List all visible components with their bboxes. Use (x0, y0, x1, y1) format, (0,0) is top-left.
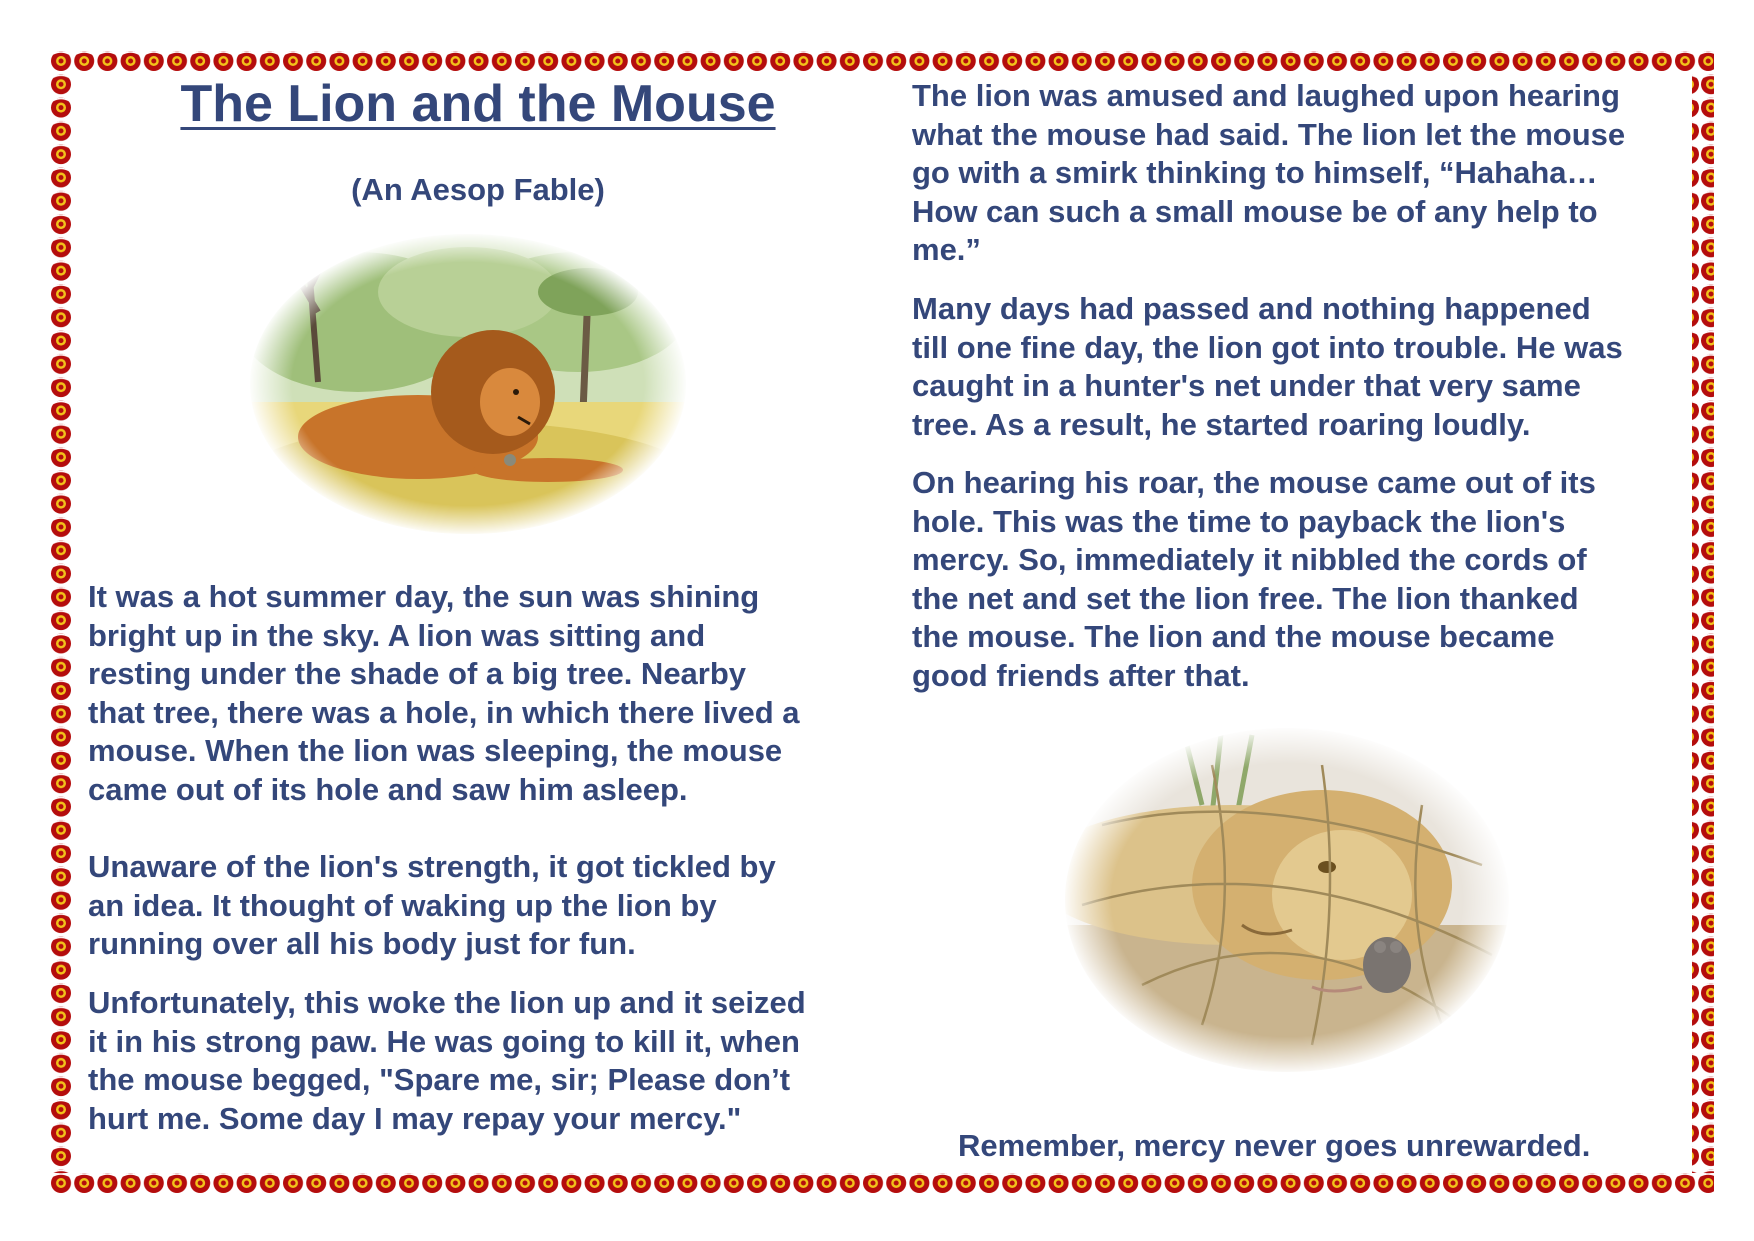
text-line: It was a hot summer day, the sun was shining (88, 579, 760, 614)
text-line: caught in a hunter's net under that very same (912, 368, 1581, 403)
text-line: an idea. It thought of waking up the lion by (88, 887, 717, 923)
text-line: resting under the shade of a big tree. Nearby (88, 656, 747, 691)
page-subtitle: (An Aesop Fable) (351, 172, 605, 207)
text-line: hole. This was the time to payback the lion's (912, 503, 1566, 539)
text-line: Many days had passed and nothing happened (912, 291, 1591, 326)
text-line: mouse. When the lion was sleeping, the mouse (88, 733, 783, 768)
text-line: till one fine day, the lion got into trouble. He was (912, 329, 1623, 365)
lion-resting-illustration (248, 232, 688, 537)
text-line: that tree, there was a hole, in which there lived a (88, 694, 800, 730)
text-line: tree. As a result, he started roaring loudly. (912, 406, 1531, 442)
text-line: came out of its hole and saw him asleep. (88, 771, 688, 807)
lion-in-net-illustration (1062, 725, 1512, 1075)
text-line: bright up in the sky. A lion was sitting and (88, 617, 706, 653)
text-line: me.” (912, 232, 981, 267)
story-paragraph-5 (912, 290, 1623, 444)
text-line: the net and set the lion free. The lion thanked (912, 580, 1579, 616)
text-line: mercy. So, immediately it nibbled the cords of (912, 542, 1587, 577)
text-line: hurt me. Some day I may repay your mercy." (88, 1100, 742, 1136)
story-paragraph-4 (912, 77, 1625, 270)
moral-text: Remember, mercy never goes unrewarded. (958, 1128, 1591, 1163)
story-paragraph-2 (88, 848, 776, 964)
story-paragraph-1 (88, 578, 800, 809)
text-line: good friends after that. (912, 657, 1250, 693)
text-line: what the mouse had said. The lion let the mouse (912, 116, 1626, 152)
text-line: go with a smirk thinking to himself, “Hahaha… (912, 155, 1598, 190)
text-line: How can such a small mouse be of any help to (912, 193, 1598, 229)
text-line: Unfortunately, this woke the lion up and it seized (88, 985, 806, 1020)
story-paragraph-3 (88, 984, 806, 1138)
text-line: The lion was amused and laughed upon hearing (912, 78, 1620, 113)
story-paragraph-6 (912, 464, 1596, 695)
text-line: it in his strong paw. He was going to kill it, when (88, 1023, 800, 1059)
text-line: the mouse. The lion and the mouse became (912, 619, 1555, 654)
text-line: running over all his body just for fun. (88, 926, 636, 961)
text-line: On hearing his roar, the mouse came out of its (912, 465, 1596, 500)
text-line: Unaware of the lion's strength, it got tickled by (88, 849, 776, 884)
text-line: the mouse begged, "Spare me, sir; Please don’t (88, 1062, 791, 1097)
page-title: The Lion and the Mouse (180, 75, 776, 133)
